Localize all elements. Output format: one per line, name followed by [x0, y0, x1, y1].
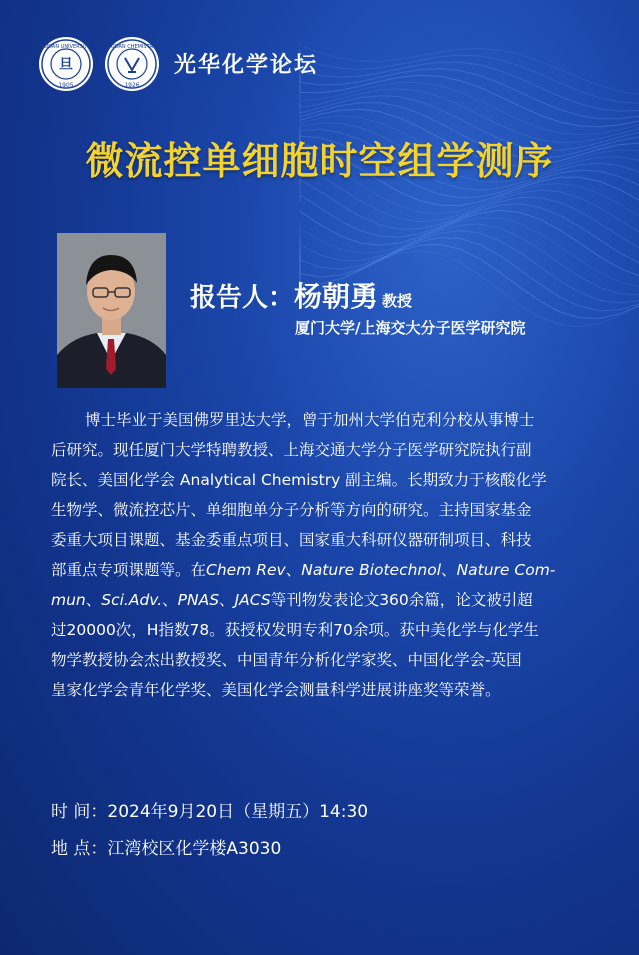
svg-text:FUDAN CHEMISTRY: FUDAN CHEMISTRY	[108, 44, 156, 50]
svg-text:FUDAN UNIVERSITY: FUDAN UNIVERSITY	[41, 44, 91, 50]
lecture-title: 微流控单细胞时空组学测序	[85, 139, 554, 183]
journal-nature-commun: Nature Com-	[456, 561, 556, 579]
journal-nature-commun-cont: mun	[51, 591, 86, 609]
bio-line: 生物学、微流控芯片、单细胞单分子分析等方向的研究。主持国家基金	[51, 501, 532, 519]
journal-sci-adv: Sci.Adv.	[101, 591, 163, 609]
bio-line: 皇家化学会青年化学奖、美国化学会测量科学进展讲座奖等荣誉。	[51, 681, 501, 699]
bio-text: 、	[285, 561, 302, 579]
fudan-chemistry-logo	[104, 36, 160, 92]
bio-text: 部重点专项课题等。在	[51, 561, 207, 579]
svg-text:旦: 旦	[59, 57, 73, 73]
speaker-affiliation: 厦门大学/上海交大分子医学研究院	[295, 319, 526, 337]
speaker-photo	[57, 233, 166, 388]
event-place	[51, 834, 281, 859]
svg-text:1905: 1905	[58, 82, 74, 89]
speaker-label: 报告人：	[190, 283, 295, 313]
bio-text: 、	[441, 561, 457, 579]
bio-line: 院长、美国化学会 Analytical Chemistry 副主编。长期致力于核酸化学	[51, 471, 547, 489]
fudan-university-logo	[38, 36, 94, 92]
time-value: 2024年9月20日（星期五）14:30	[107, 802, 369, 822]
speaker-line	[190, 275, 412, 315]
bio-line: 后研究。现任厦门大学特聘教授、上海交通大学分子医学研究院执行副	[51, 441, 532, 459]
bio-line: 博士毕业于美国佛罗里达大学，曾于加州大学伯克利分校从事博士	[85, 411, 535, 429]
speaker-title: 教授	[382, 292, 413, 310]
svg-text:1926: 1926	[124, 82, 140, 89]
bio-text: 等刊物发表论文360余篇，论文被引超	[270, 591, 533, 609]
place-value: 江湾校区化学楼A3030	[107, 839, 282, 859]
event-time	[51, 797, 368, 822]
speaker-bio	[51, 405, 591, 705]
journal-nature-biotechnol: Nature Biotechnol	[301, 561, 442, 579]
bio-line: 过20000次，H指数78。获授权发明专利70余项。获中美化学与化学生	[51, 621, 539, 639]
journal-chem-rev: Chem Rev	[206, 561, 286, 579]
bio-text: 、	[219, 591, 235, 609]
speaker-name: 杨朝勇	[294, 280, 379, 313]
journal-jacs: JACS	[234, 591, 271, 609]
forum-title: 光华化学论坛	[174, 53, 319, 78]
bio-line: 委重大项目课题、基金委重点项目、国家重大科研仪器研制项目、科技	[51, 531, 532, 549]
bio-line	[51, 585, 591, 615]
place-label: 地 点：	[51, 839, 108, 859]
bio-line	[51, 555, 591, 585]
bio-text: 、	[85, 591, 102, 609]
journal-pnas: PNAS	[177, 591, 220, 609]
bio-line: 物学教授协会杰出教授奖、中国青年分析化学家奖、中国化学会-英国	[51, 651, 522, 669]
bio-text: 、	[162, 591, 178, 609]
time-label: 时 间：	[51, 802, 108, 822]
